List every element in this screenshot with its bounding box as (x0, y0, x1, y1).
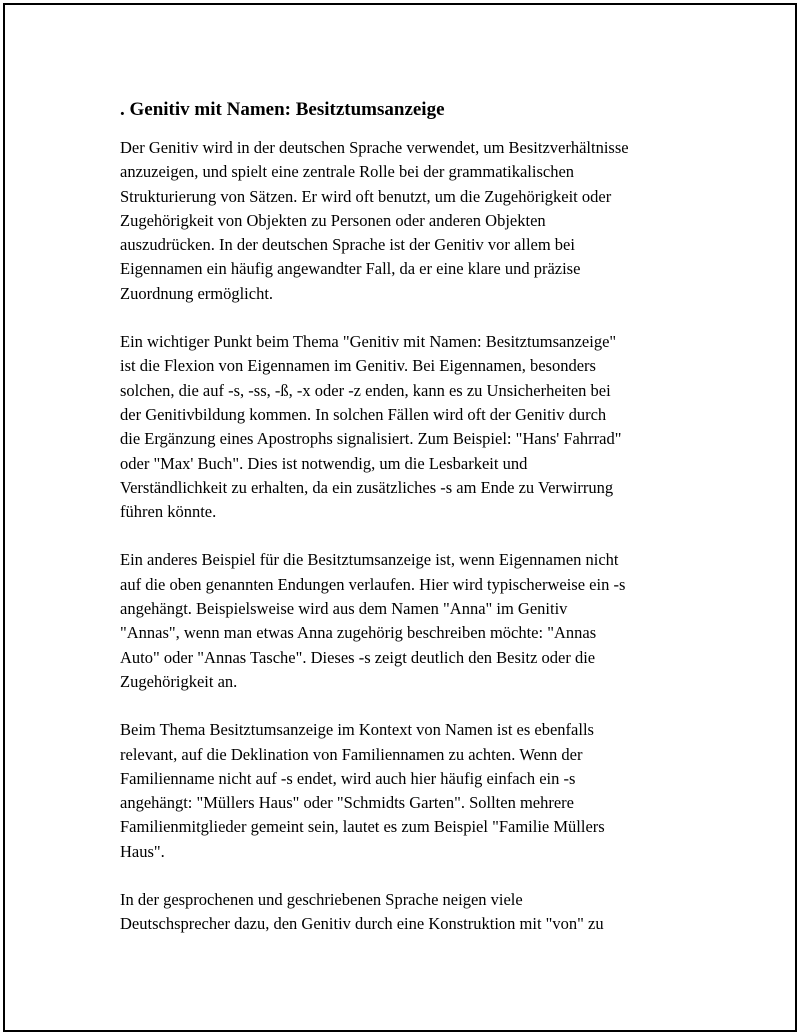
page-frame (3, 3, 797, 1032)
paragraph-3: Ein anderes Beispiel für die Besitztumsanzeige ist, wenn Eigennamen nicht auf die oben genannten Endungen verlaufen. Hier wird typischerweise ein -s angehängt. Beispielsweise wird aus dem Namen "Anna" im Genitiv "Annas", wenn man etwas Anna zugehörig beschreiben möchte: "Annas Auto" oder "Annas Tasche". Dieses -s zeigt deutlich den Besitz oder die Zugehörigkeit an. (120, 550, 626, 691)
paragraph-4: Beim Thema Besitztumsanzeige im Kontext von Namen ist es ebenfalls relevant, auf die Deklination von Familiennamen zu achten. Wenn der Familienname nicht auf -s endet, wird auch hier häufig einfach ein -s angehängt: "Müllers Haus" oder "Schmidts Garten". Sollten mehrere Familienmitglieder gemeint sein, lautet es zum Beispiel "Familie Müllers Haus". (120, 720, 605, 861)
paragraph-5: In der gesprochenen und geschriebenen Sprache neigen viele Deutschsprecher dazu, den Genitiv durch eine Konstruktion mit "von" zu (120, 890, 604, 934)
paragraph-1: Der Genitiv wird in der deutschen Sprache verwendet, um Besitzverhältnisse anzuzeigen, und spielt eine zentrale Rolle bei der grammatikalischen Strukturierung von Sätzen. Er wird oft benutzt, um die Zugehörigkeit oder Zugehörigkeit von Objekten zu Personen oder anderen Objekten auszudrücken. In der deutschen Sprache ist der Genitiv vor allem bei Eigennamen ein häufig angewandter Fall, da er eine klare und präzise Zuordnung ermöglicht. (120, 138, 629, 303)
document-body (120, 97, 700, 961)
page-title: . Genitiv mit Namen: Besitztumsanzeige (120, 99, 445, 120)
paragraph-2: Ein wichtiger Punkt beim Thema "Genitiv mit Namen: Besitztumsanzeige" ist die Flexion von Eigennamen im Genitiv. Bei Eigennamen, besonders solchen, die auf -s, -ss, -ß, -x oder -z enden, kann es zu Unsicherheiten bei der Genitivbildung kommen. In solchen Fällen wird oft der Genitiv durch die Ergänzung eines Apostrophs signalisiert. Zum Beispiel: "Hans' Fahrrad" oder "Max' Buch". Dies ist notwendig, um die Lesbarkeit und Verständlichkeit zu erhalten, da ein zusätzliches -s am Ende zu Verwirrung führen könnte. (120, 332, 622, 522)
